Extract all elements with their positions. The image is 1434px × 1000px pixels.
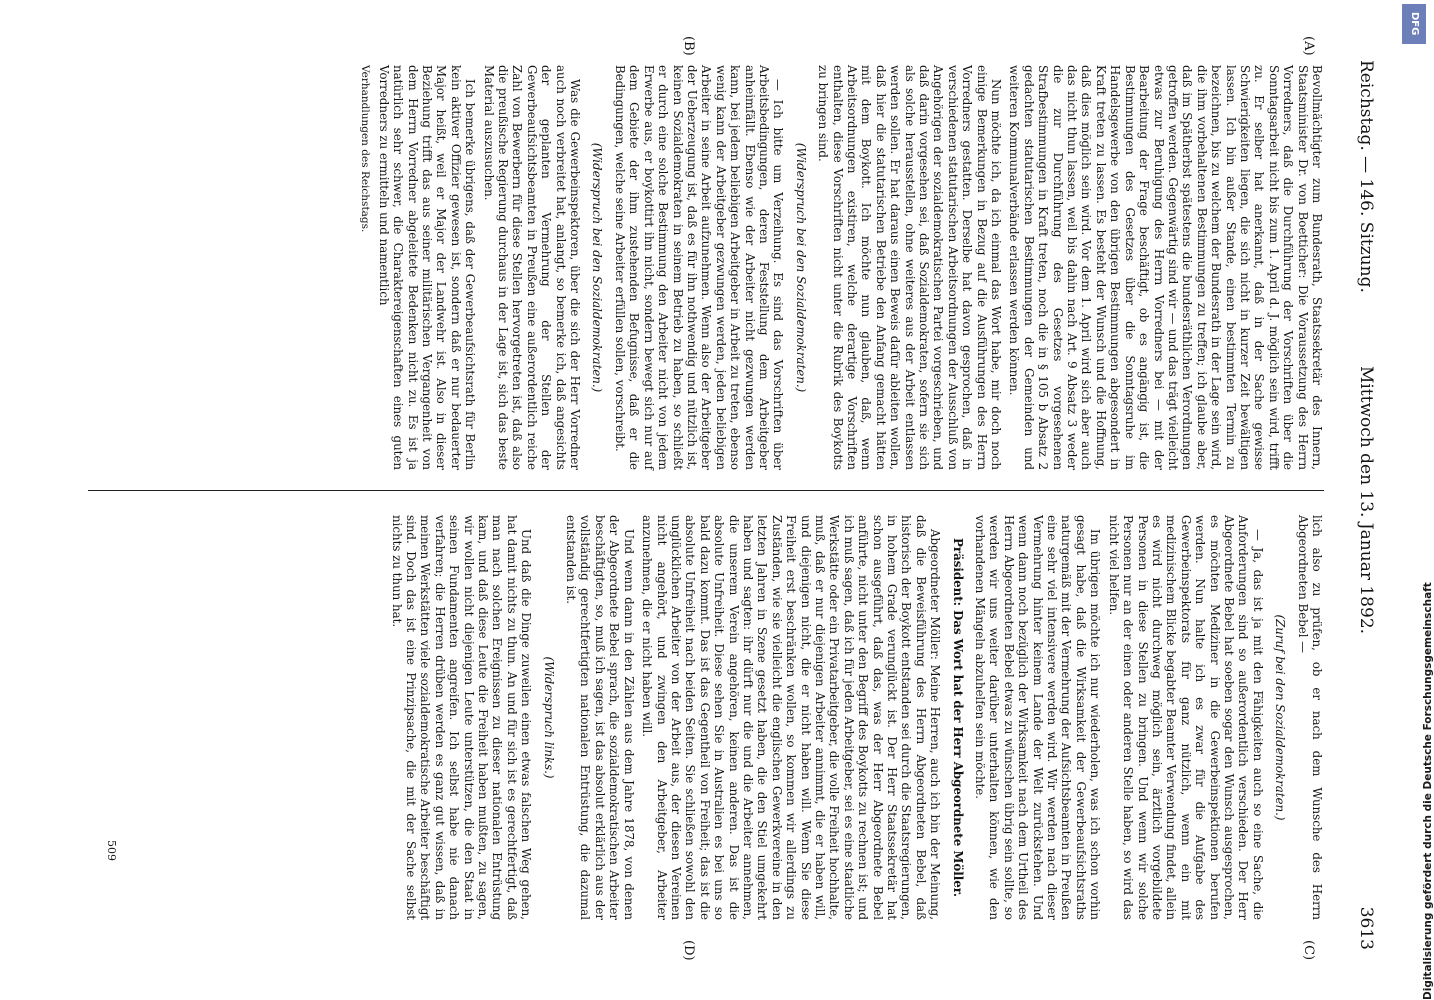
paragraph: Und wenn dann in den Zählen aus dem Jahre 1878, von denen der Abgeordnete Bebel sprach, die sozialdemokratischen Arbeiter beschäftigten, so, muß ich sagen, ist das absolut erklärlich aus der vollständig gerechtfertigten nationalen Entrüstung, die dazumal entstanden ist. bbox=[564, 515, 636, 920]
president-line: Präsident: Das Wort hat der Herr Abgeordnete Möller. bbox=[950, 538, 965, 897]
margin-marker-d: (D) bbox=[681, 940, 696, 961]
interjection: (Widerspruch links.) bbox=[541, 656, 556, 779]
page-signature: 509 bbox=[105, 840, 118, 861]
paragraph: Was die Gewerbeinspektoren, über die sich der Herr Vorredner auch noch verbreitet hat, anlangt, so bemerke ich, daß angesichts der geplanten Vermehrung der Stellen der Gewerbeaufsichtsbeamten in Preußen eine außerordentlich reiche Zahl von Bewerbern für diese Stellen hervorgetreten ist, daß also die preußische Regierung durchaus in der Lage ist, sich das beste Material auszusuchen. bbox=[481, 65, 583, 470]
right-column bbox=[385, 515, 1324, 920]
interjection: (Widerspruch bei den Sozialdemokraten.) bbox=[793, 142, 808, 393]
margin-marker-c: (C) bbox=[1301, 940, 1316, 961]
margin-marker-a: (A) bbox=[1301, 36, 1316, 56]
margin-marker-b: (B) bbox=[681, 36, 696, 56]
paragraph: Nun möchte ich, da ich einmal das Wort habe, mir doch noch einige Bemerkungen in Bezug auf die Ausführungen des Herrn Vorredners gestatten. Derselbe hat davon gesprochen, daß in verschiedenen statutarischen Arbeitsordnungen der Ausschluß von Angehörigen der sozialdemokratischen Partei vorgeschrieben, und daß darin vorgesehen sei, daß Sozialdemokraten, sofern sie sich als solche herausstellen, ohne weiteres aus der Arbeit entlassen werden sollen. Er hat daraus einen Beweis dafür ableiten wollen, daß hier die statutarischen Betriebe den Anfang gemacht hätten mit dem Boykott. Ich möchte nun glauben, daß, wenn Arbeitsordnungen existiren, welche derartige Vorschriften enthalten, diese Vorschriften nicht unter die Rubrik des Boykotts zu bringen sind. bbox=[816, 65, 1004, 470]
left-column bbox=[354, 65, 1324, 470]
footer-note: Verhandlungen des Reichstags. bbox=[359, 65, 372, 233]
speech-boetticher: Bevollmächtigter zum Bundesrath, Staatssekretär des Innern, Staatsminister Dr. von Boetticher: Die Voraussetzung des Herrn Vorredners, daß die Durchführung der Vorschriften über die Sonntagsarbeit nicht bis zum 1. April d. J. möglich sein wird, trifft zu. Er selber hat anerkannt, daß in der Sache gewisse Schwierigkeiten liegen, die sich nicht in kurzer Zeit bewältigen lassen. Ich bin außer Stande, einen bestimmten Termin zu bezeichnen, bis zu welchem der Bundesrath in der Lage sein wird, die ihm vorbehaltenen Bestimmungen zu treffen; ich glaube aber, daß im Spätherbst spätestens die bundesräthlichen Verordnungen getroffen werden. Gegenwärtig sind wir — und das trägt vielleicht etwas zur Beruhigung des Herrn Vorredners bei — mit der Bearbeitung der Frage beschäftigt, ob es angängig ist, die Bestimmungen des Gesetzes über die Sonntagsruhe im Handelsgewerbe von den übrigen Bestimmungen abgesondert in Kraft treten zu lassen. Es besteht der Wunsch und die Hoffnung, daß dies möglich sein wird. Vor dem 1. April wird sich aber auch das nicht thun lassen, weil bis dahin nach Art. 9 Absatz 3 weder die zur Durchführung des Gesetzes vorgesehenen Strafbestimmungen in Kraft treten, noch die in § 105 b Absatz 2 gedachten statutarischen Bestimmungen der Gemeinden und weiteren Kommunalverbände erlassen werden können. bbox=[1007, 65, 1324, 470]
dfg-strip bbox=[1400, 0, 1432, 1000]
running-header-left: Reichstag. — 146. Sitzung. bbox=[1356, 60, 1376, 293]
interjection: (Zuruf bei den Sozialdemokraten.) bbox=[1273, 614, 1288, 821]
dfg-logo: DFG bbox=[1402, 4, 1426, 44]
page-number: 3613 bbox=[1356, 906, 1376, 950]
paragraph: — Ich bitte um Verzeihung. Es sind das Vorschriften über Arbeitsbedingungen, deren Feststellung dem Arbeitgeber anheimfällt. Ebenso wie der Arbeiter nicht gezwungen werden kann, bei jedem beliebigen Arbeitgeber in Arbeit zu treten, ebenso wenig kann der Arbeitgeber gezwungen werden, jeden beliebigen Arbeiter in seine Arbeit aufzunehmen. Wenn also der Arbeitgeber der Ueberzeugung ist, daß es für ihn nothwendig und nützlich ist, keinen Sozialdemokraten in seinem Betrieb zu haben, so schließt er durch eine solche Bestimmung den Arbeiter nicht von jedem Erwerbe aus, er boykottirt ihn nicht, sondern bewegt sich nur auf dem Gebiete der ihm zustehenden Befugnisse, daß er die Bedingungen, welche seine Arbeiter erfüllen sollen, vorschreibt. bbox=[612, 65, 786, 470]
interjection: (Widerspruch bei den Sozialdemokraten.) bbox=[590, 142, 605, 393]
speech-moeller: Abgeordneter Möller: Meine Herren, auch ich bin der Meinung, daß die Beweisführung des Herrn Abgeordneten Bebel, daß historisch der Boykott entstanden sei durch die Staatsregierungen, in hohem Grade verunglückt ist. Der Herr Staatssekretär hat schon ausgeführt, daß das, was der Herr Abgeordnete Bebel anführte, nicht unter den Begriff des Boykotts zu rechnen ist; und ich muß sagen, daß ich für jeden Arbeitgeber, sei es eine staatliche Werkstätte oder ein Privatarbeitgeber, die volle Freiheit hochhalte, muß, daß er nur diejenigen Arbeiter annimmt, die er haben will, und diejenigen nicht, die er nicht haben will. Wenn Sie diese Freiheit erst beschränken wollen, so kommen wir allerdings zu Zuständen, wie sie vielleicht die englischen Gewerkvereine in den letzten Jahren in Szene gesetzt haben, die den Stiel umgekehrt haben und sagten: ihr dürft nur die und die Arbeiter annehmen, die unserem Verein angehören, keinen anderen. Das ist die absolute Unfreiheit. Diese sehen Sie in Australien es bei uns so bald dazu kommt. Das ist das Gegentheil von Freiheit; das ist die absolute Unfreiheit nach beiden Seiten. Sie schließen sowohl den unglücklichen Arbeiter von der Arbeit aus, der diesen Vereinen nicht angehört, und zwingen den Arbeitgeber, Arbeiter anzunehmen, die er nicht haben will. bbox=[640, 515, 943, 920]
column-divider bbox=[88, 490, 1324, 491]
paragraph: Und daß die Dinge zuweilen einen etwas falschen Weg gehen, hat damit nichts zu thun. An und für sich ist es gerechtfertigt, daß man nach solchen Ereignissen zu dieser nationalen Entrüstung kam, und daß diese Leute die Freiheit haben mußten, zu sagen, wir wollen nicht diejenigen Leute unterstützen, die den Staat in seinen Fundamenten angreifen. Ich selbst habe nie danach verfahren; die Herren drüben werden es ganz gut wissen, daß in meinen Werkstätten viele sozialdemokratische Arbeiter beschäftigt sind. Doch das ist eine Prinzipsache, die mit der Sache selbst nichts zu thun hat. bbox=[389, 515, 534, 920]
paragraph: Im übrigen möchte ich nur wiederholen, was ich schon vorhin gesagt habe, daß die Wirksamkeit der Gewerbeaufsichtsraths naturgemäß mit der Vermehrung der Aufsichtsbeamten in Preußen eine sehr viel intensivere werden wird. Wir werden nach dieser Vermehrung hinter keinem Lande der Welt zurückstehen. Und wenn dann noch bezüglich der Wirksamkeit nach dem Urtheil des Herrn Abgeordneten Bebel etwas zu wünschen übrig sein sollte, so werden wir uns weiter darüber unterhalten können, wie den vorhandenen Mängeln abzuhelfen sein möchte. bbox=[973, 515, 1103, 920]
paragraph: Ich bemerke übrigens, daß der Gewerbeaufsichtsrath für Berlin kein aktiver Offizier gewesen ist, sondern daß er nur bedauerter Major heißt, weil er Major der Landwehr ist. Also in dieser Beziehung trifft das aus seiner militärischen Vergangenheit von dem Herrn Vorredner abgeleitete Bedenken nicht zu. Es ist ja natürlich sehr schwer, die Charaktereigenschaften eines guten Vorredners zu ermitteln und namentlich bbox=[376, 65, 478, 470]
page-body bbox=[46, 20, 1386, 980]
paragraph: lich also zu prüfen, ob er nach dem Wunsche des Herrn Abgeordneten Bebel — bbox=[1295, 515, 1324, 920]
rotated-page bbox=[46, 20, 1386, 980]
paragraph: — Ja, das ist ja mit den Fähigkeiten auch so eine Sache, die Anforderungen sind so außerordentlich verschieden. Der Herr Abgeordnete Bebel hat soeben sogar den Wunsch ausgesprochen, es möchten Mediziner in die Gewerbeinspektionen berufen werden. Nun halte ich es zwar für die Aufgabe des Gewerbeinspektorats für ganz nützlich, wenn ein mit medizinischem Blicke begabter Beamter Verwendung findet, allein es wird nicht durchweg möglich sein, ärztlich vorgebildete Personen in diese Stellen zu bringen. Und wenn wir solche Personen nur an der einen oder anderen Stelle haben, so wird das nicht viel helfen. bbox=[1106, 515, 1265, 920]
digitization-credit: Digitalisierung gefördert durch die Deutsche Forschungsgemeinschaft bbox=[1422, 582, 1434, 1000]
running-header-date: Mittwoch den 13. Januar 1892. bbox=[1356, 365, 1376, 635]
